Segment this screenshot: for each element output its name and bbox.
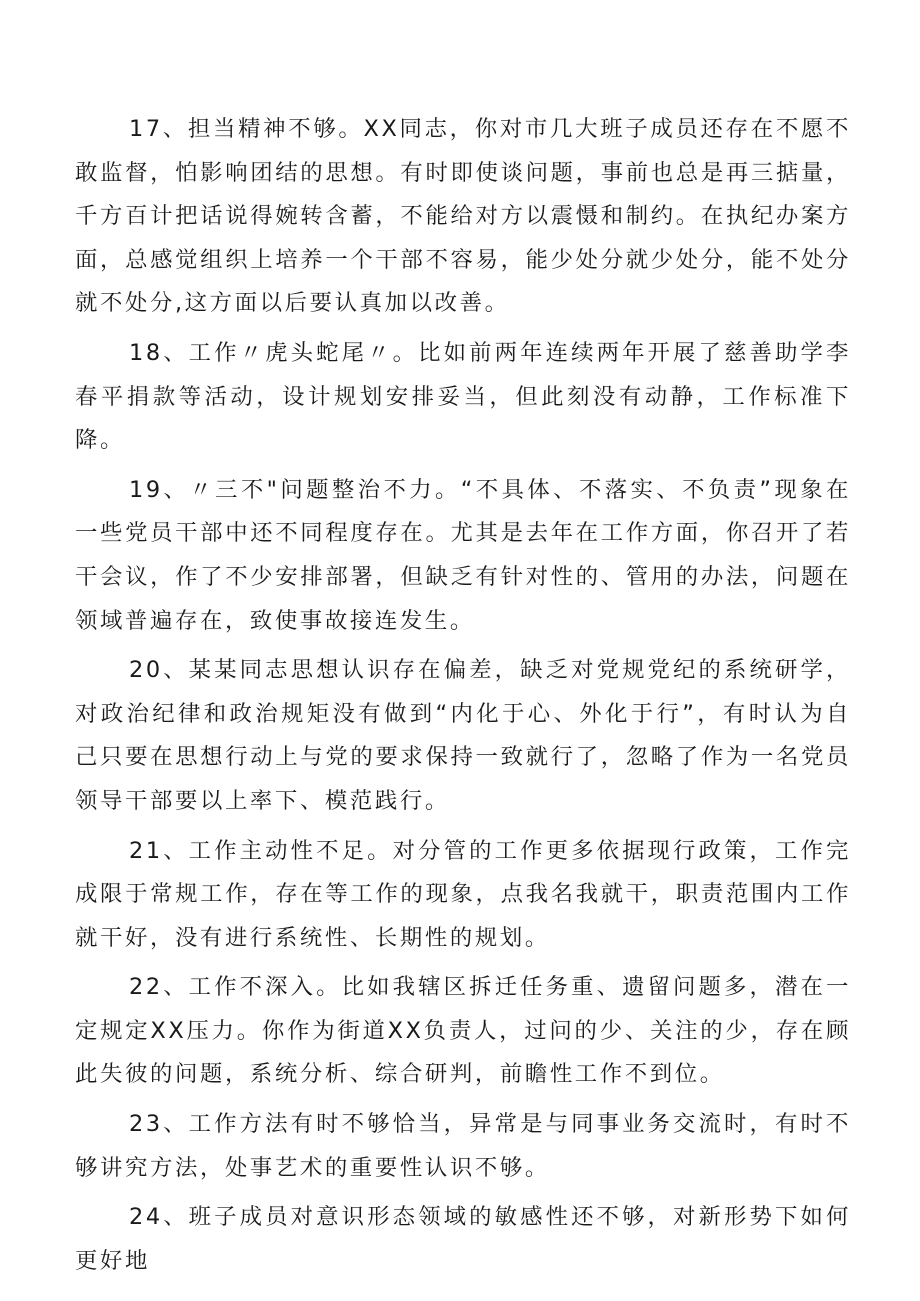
paragraph-23: 23、工作方法有时不够恰当，异常是与同事业务交流时，有时不够讲究方法，处事艺术的重要性认识不够。 xyxy=(75,1111,851,1181)
paragraph-18: 18、工作〃虎头蛇尾〃。比如前两年连续两年开展了慈善助学李春平捐款等活动，设计规划安排妥当，但此刻没有动静，工作标准下降。 xyxy=(75,339,851,454)
paragraph-21: 21、工作主动性不足。对分管的工作更多依据现行政策，工作完成限于常规工作，存在等工作的现象，点我名我就干，职责范围内工作就干好，没有进行系统性、长期性的规划。 xyxy=(75,837,851,951)
paragraph-24: 24、班子成员对意识形态领域的敏感性还不够，对新形势下如何更好地 xyxy=(75,1204,851,1274)
paragraph-20: 20、某某同志思想认识存在偏差，缺乏对党规党纪的系统研学，对政治纪律和政治规矩没有做到“内化于心、外化于行”，有时认为自己只要在思想行动上与党的要求保持一致就行了，忽略了作为一名党员领导干部要以上率下、模范践行。 xyxy=(75,657,851,814)
paragraph-22: 22、工作不深入。比如我辖区拆迁任务重、遗留问题多，潜在一定规定XX压力。你作为街道XX负责人，过问的少、关注的少，存在顾此失彼的问题，系统分析、综合研判，前瞻性工作不到位。 xyxy=(75,974,851,1088)
document-body xyxy=(75,108,851,1289)
paragraph-17: 17、担当精神不够。XX同志，你对市几大班子成员还存在不愿不敢监督，怕影响团结的思想。有时即使谈问题，事前也总是再三掂量，千方百计把话说得婉转含蓄，不能给对方以震慑和制约。在执纪办案方面，总感觉组织上培养一个干部不容易，能少处分就少处分，能不处分就不处分,这方面以后要认真加以改善。 xyxy=(75,116,851,317)
paragraph-19: 19、〃三不"问题整治不力。“不具体、不落实、不负责”现象在一些党员干部中还不同程度存在。尤其是去年在工作方面，你召开了若干会议，作了不少安排部署，但缺乏有针对性的、管用的办法，问题在领域普遍存在，致使事故接连发生。 xyxy=(75,476,851,634)
